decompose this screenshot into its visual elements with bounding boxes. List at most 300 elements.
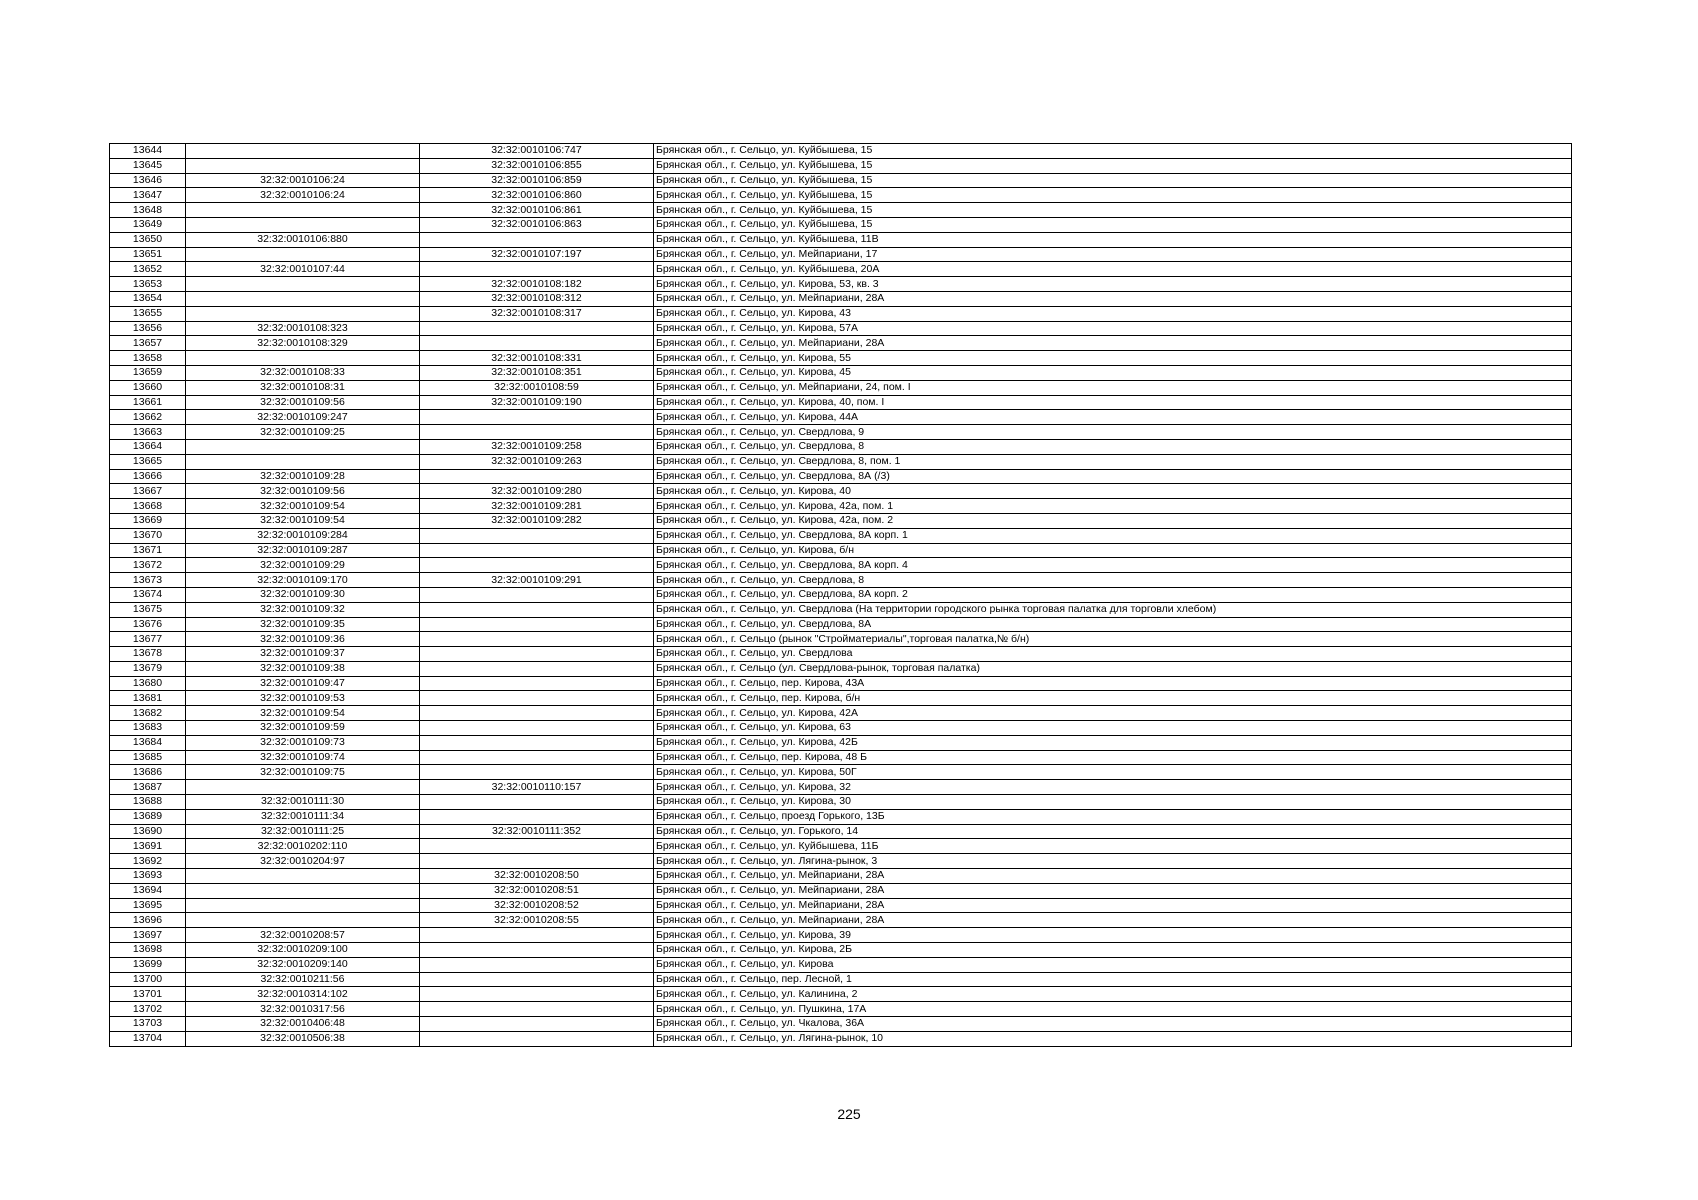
table-row bbox=[110, 987, 1572, 1002]
address-cell: Брянская обл., г. Сельцо, ул. Свердлова, 8 bbox=[654, 439, 1572, 454]
table-row bbox=[110, 144, 1572, 159]
row-number-cell: 13684 bbox=[110, 735, 186, 750]
row-number-cell: 13688 bbox=[110, 795, 186, 810]
table-row bbox=[110, 558, 1572, 573]
land-cadastral-number-cell bbox=[186, 351, 420, 366]
address-cell: Брянская обл., г. Сельцо, ул. Кирова, 55 bbox=[654, 351, 1572, 366]
object-cadastral-number-cell: 32:32:0010106:747 bbox=[420, 144, 654, 159]
row-number-cell: 13663 bbox=[110, 425, 186, 440]
address-cell: Брянская обл., г. Сельцо, ул. Кирова, 50Г bbox=[654, 765, 1572, 780]
address-cell: Брянская обл., г. Сельцо, ул. Лягина-рынок, 3 bbox=[654, 854, 1572, 869]
object-cadastral-number-cell bbox=[420, 232, 654, 247]
table-row bbox=[110, 262, 1572, 277]
address-cell: Брянская обл., г. Сельцо, ул. Кирова, 40 bbox=[654, 484, 1572, 499]
land-cadastral-number-cell: 32:32:0010108:31 bbox=[186, 380, 420, 395]
object-cadastral-number-cell: 32:32:0010106:859 bbox=[420, 173, 654, 188]
object-cadastral-number-cell bbox=[420, 691, 654, 706]
object-cadastral-number-cell bbox=[420, 706, 654, 721]
row-number-cell: 13655 bbox=[110, 306, 186, 321]
address-cell: Брянская обл., г. Сельцо, ул. Куйбышева, 15 bbox=[654, 217, 1572, 232]
address-cell: Брянская обл., г. Сельцо, ул. Кирова, 42А bbox=[654, 706, 1572, 721]
land-cadastral-number-cell: 32:32:0010109:287 bbox=[186, 543, 420, 558]
table-row bbox=[110, 706, 1572, 721]
page-number: 225 bbox=[837, 1106, 861, 1122]
object-cadastral-number-cell bbox=[420, 765, 654, 780]
row-number-cell: 13700 bbox=[110, 972, 186, 987]
table-row bbox=[110, 291, 1572, 306]
address-cell: Брянская обл., г. Сельцо, ул. Кирова, 63 bbox=[654, 721, 1572, 736]
table-row bbox=[110, 869, 1572, 884]
row-number-cell: 13701 bbox=[110, 987, 186, 1002]
land-cadastral-number-cell bbox=[186, 277, 420, 292]
land-cadastral-number-cell bbox=[186, 203, 420, 218]
address-cell: Брянская обл., г. Сельцо, ул. Свердлова (На территории городского рынка торговая палатка для торговли хлебом) bbox=[654, 602, 1572, 617]
address-cell: Брянская обл., г. Сельцо, ул. Свердлова, 8 bbox=[654, 573, 1572, 588]
object-cadastral-number-cell: 32:32:0010108:317 bbox=[420, 306, 654, 321]
address-cell: Брянская обл., г. Сельцо, ул. Кирова, 42Б bbox=[654, 735, 1572, 750]
address-cell: Брянская обл., г. Сельцо, ул. Мейпариани, 28А bbox=[654, 336, 1572, 351]
table-row bbox=[110, 883, 1572, 898]
object-cadastral-number-cell bbox=[420, 1002, 654, 1017]
object-cadastral-number-cell bbox=[420, 957, 654, 972]
object-cadastral-number-cell bbox=[420, 943, 654, 958]
table-row bbox=[110, 173, 1572, 188]
row-number-cell: 13649 bbox=[110, 217, 186, 232]
table-row bbox=[110, 365, 1572, 380]
row-number-cell: 13670 bbox=[110, 528, 186, 543]
land-cadastral-number-cell: 32:32:0010109:54 bbox=[186, 706, 420, 721]
object-cadastral-number-cell bbox=[420, 972, 654, 987]
land-cadastral-number-cell: 32:32:0010208:57 bbox=[186, 928, 420, 943]
row-number-cell: 13648 bbox=[110, 203, 186, 218]
row-number-cell: 13683 bbox=[110, 721, 186, 736]
address-cell: Брянская обл., г. Сельцо, ул. Кирова, б/н bbox=[654, 543, 1572, 558]
table-row bbox=[110, 425, 1572, 440]
object-cadastral-number-cell bbox=[420, 795, 654, 810]
row-number-cell: 13669 bbox=[110, 513, 186, 528]
table-row bbox=[110, 780, 1572, 795]
row-number-cell: 13660 bbox=[110, 380, 186, 395]
object-cadastral-number-cell: 32:32:0010108:312 bbox=[420, 291, 654, 306]
object-cadastral-number-cell: 32:32:0010108:351 bbox=[420, 365, 654, 380]
address-cell: Брянская обл., г. Сельцо, ул. Куйбышева, 11Б bbox=[654, 839, 1572, 854]
table-row bbox=[110, 587, 1572, 602]
land-cadastral-number-cell bbox=[186, 898, 420, 913]
row-number-cell: 13690 bbox=[110, 824, 186, 839]
table-row bbox=[110, 809, 1572, 824]
address-cell: Брянская обл., г. Сельцо, пер. Кирова, 43А bbox=[654, 676, 1572, 691]
row-number-cell: 13687 bbox=[110, 780, 186, 795]
object-cadastral-number-cell bbox=[420, 425, 654, 440]
address-cell: Брянская обл., г. Сельцо, ул. Мейпариани, 28А bbox=[654, 883, 1572, 898]
object-cadastral-number-cell bbox=[420, 528, 654, 543]
address-cell: Брянская обл., г. Сельцо, пер. Кирова, 48 Б bbox=[654, 750, 1572, 765]
address-cell: Брянская обл., г. Сельцо, ул. Мейпариани, 28А bbox=[654, 291, 1572, 306]
table-row bbox=[110, 972, 1572, 987]
row-number-cell: 13691 bbox=[110, 839, 186, 854]
land-cadastral-number-cell: 32:32:0010202:110 bbox=[186, 839, 420, 854]
object-cadastral-number-cell bbox=[420, 321, 654, 336]
object-cadastral-number-cell: 32:32:0010108:59 bbox=[420, 380, 654, 395]
address-cell: Брянская обл., г. Сельцо, ул. Куйбышева, 11В bbox=[654, 232, 1572, 247]
address-cell: Брянская обл., г. Сельцо, ул. Кирова, 43 bbox=[654, 306, 1572, 321]
land-cadastral-number-cell bbox=[186, 869, 420, 884]
address-cell: Брянская обл., г. Сельцо, ул. Свердлова, 8, пом. 1 bbox=[654, 454, 1572, 469]
land-cadastral-number-cell: 32:32:0010108:323 bbox=[186, 321, 420, 336]
table-row bbox=[110, 277, 1572, 292]
land-cadastral-number-cell: 32:32:0010204:97 bbox=[186, 854, 420, 869]
table-row bbox=[110, 499, 1572, 514]
table-row bbox=[110, 188, 1572, 203]
land-cadastral-number-cell: 32:32:0010111:34 bbox=[186, 809, 420, 824]
address-cell: Брянская обл., г. Сельцо, ул. Куйбышева, 15 bbox=[654, 188, 1572, 203]
row-number-cell: 13653 bbox=[110, 277, 186, 292]
land-cadastral-number-cell bbox=[186, 454, 420, 469]
row-number-cell: 13672 bbox=[110, 558, 186, 573]
object-cadastral-number-cell bbox=[420, 676, 654, 691]
object-cadastral-number-cell: 32:32:0010109:190 bbox=[420, 395, 654, 410]
row-number-cell: 13647 bbox=[110, 188, 186, 203]
object-cadastral-number-cell bbox=[420, 928, 654, 943]
table-row bbox=[110, 765, 1572, 780]
object-cadastral-number-cell: 32:32:0010106:860 bbox=[420, 188, 654, 203]
address-cell: Брянская обл., г. Сельцо (рынок "Стройматериалы",торговая палатка,№ б/н) bbox=[654, 632, 1572, 647]
table-row bbox=[110, 839, 1572, 854]
table-row bbox=[110, 676, 1572, 691]
land-cadastral-number-cell: 32:32:0010109:47 bbox=[186, 676, 420, 691]
object-cadastral-number-cell bbox=[420, 1017, 654, 1032]
address-cell: Брянская обл., г. Сельцо, ул. Кирова, 42а, пом. 1 bbox=[654, 499, 1572, 514]
land-cadastral-number-cell bbox=[186, 158, 420, 173]
table-row bbox=[110, 484, 1572, 499]
object-cadastral-number-cell bbox=[420, 602, 654, 617]
address-cell: Брянская обл., г. Сельцо, ул. Куйбышева, 15 bbox=[654, 173, 1572, 188]
table-row bbox=[110, 528, 1572, 543]
object-cadastral-number-cell bbox=[420, 632, 654, 647]
object-cadastral-number-cell: 32:32:0010109:280 bbox=[420, 484, 654, 499]
row-number-cell: 13680 bbox=[110, 676, 186, 691]
object-cadastral-number-cell: 32:32:0010107:197 bbox=[420, 247, 654, 262]
row-number-cell: 13650 bbox=[110, 232, 186, 247]
land-cadastral-number-cell: 32:32:0010109:36 bbox=[186, 632, 420, 647]
address-cell: Брянская обл., г. Сельцо, ул. Мейпариани, 24, пом. I bbox=[654, 380, 1572, 395]
address-cell: Брянская обл., г. Сельцо, ул. Кирова, 32 bbox=[654, 780, 1572, 795]
table-row bbox=[110, 232, 1572, 247]
row-number-cell: 13646 bbox=[110, 173, 186, 188]
object-cadastral-number-cell bbox=[420, 647, 654, 662]
land-cadastral-number-cell: 32:32:0010109:56 bbox=[186, 395, 420, 410]
row-number-cell: 13664 bbox=[110, 439, 186, 454]
land-cadastral-number-cell: 32:32:0010109:32 bbox=[186, 602, 420, 617]
table-row bbox=[110, 735, 1572, 750]
object-cadastral-number-cell bbox=[420, 543, 654, 558]
table-row bbox=[110, 750, 1572, 765]
table-row bbox=[110, 898, 1572, 913]
object-cadastral-number-cell: 32:32:0010108:331 bbox=[420, 351, 654, 366]
object-cadastral-number-cell bbox=[420, 262, 654, 277]
land-cadastral-number-cell: 32:32:0010317:56 bbox=[186, 1002, 420, 1017]
object-cadastral-number-cell bbox=[420, 617, 654, 632]
land-cadastral-number-cell: 32:32:0010506:38 bbox=[186, 1031, 420, 1046]
land-cadastral-number-cell: 32:32:0010209:140 bbox=[186, 957, 420, 972]
address-cell: Брянская обл., г. Сельцо, ул. Кирова, 30 bbox=[654, 795, 1572, 810]
table-row bbox=[110, 158, 1572, 173]
land-cadastral-number-cell bbox=[186, 247, 420, 262]
row-number-cell: 13657 bbox=[110, 336, 186, 351]
row-number-cell: 13697 bbox=[110, 928, 186, 943]
land-cadastral-number-cell bbox=[186, 439, 420, 454]
land-cadastral-number-cell: 32:32:0010109:59 bbox=[186, 721, 420, 736]
object-cadastral-number-cell: 32:32:0010106:863 bbox=[420, 217, 654, 232]
land-cadastral-number-cell: 32:32:0010109:170 bbox=[186, 573, 420, 588]
row-number-cell: 13656 bbox=[110, 321, 186, 336]
address-cell: Брянская обл., г. Сельцо, ул. Чкалова, 36А bbox=[654, 1017, 1572, 1032]
address-cell: Брянская обл., г. Сельцо, ул. Мейпариани, 17 bbox=[654, 247, 1572, 262]
table-row bbox=[110, 661, 1572, 676]
address-cell: Брянская обл., г. Сельцо, ул. Куйбышева, 15 bbox=[654, 144, 1572, 159]
row-number-cell: 13692 bbox=[110, 854, 186, 869]
address-cell: Брянская обл., г. Сельцо, проезд Горького, 13Б bbox=[654, 809, 1572, 824]
table-row bbox=[110, 336, 1572, 351]
row-number-cell: 13699 bbox=[110, 957, 186, 972]
row-number-cell: 13685 bbox=[110, 750, 186, 765]
row-number-cell: 13704 bbox=[110, 1031, 186, 1046]
address-cell: Брянская обл., г. Сельцо, ул. Свердлова bbox=[654, 647, 1572, 662]
address-cell: Брянская обл., г. Сельцо, ул. Пушкина, 17А bbox=[654, 1002, 1572, 1017]
land-cadastral-number-cell bbox=[186, 306, 420, 321]
address-cell: Брянская обл., г. Сельцо, ул. Кирова, 40, пом. I bbox=[654, 395, 1572, 410]
table-row bbox=[110, 795, 1572, 810]
row-number-cell: 13665 bbox=[110, 454, 186, 469]
object-cadastral-number-cell: 32:32:0010109:258 bbox=[420, 439, 654, 454]
land-cadastral-number-cell bbox=[186, 291, 420, 306]
row-number-cell: 13675 bbox=[110, 602, 186, 617]
address-cell: Брянская обл., г. Сельцо, ул. Мейпариани, 28А bbox=[654, 913, 1572, 928]
table-row bbox=[110, 1002, 1572, 1017]
land-cadastral-number-cell: 32:32:0010109:247 bbox=[186, 410, 420, 425]
address-cell: Брянская обл., г. Сельцо (ул. Свердлова-рынок, торговая палатка) bbox=[654, 661, 1572, 676]
address-cell: Брянская обл., г. Сельцо, ул. Кирова, 45 bbox=[654, 365, 1572, 380]
address-cell: Брянская обл., г. Сельцо, ул. Лягина-рынок, 10 bbox=[654, 1031, 1572, 1046]
row-number-cell: 13673 bbox=[110, 573, 186, 588]
row-number-cell: 13674 bbox=[110, 587, 186, 602]
address-cell: Брянская обл., г. Сельцо, ул. Куйбышева, 15 bbox=[654, 158, 1572, 173]
land-cadastral-number-cell: 32:32:0010109:30 bbox=[186, 587, 420, 602]
object-cadastral-number-cell: 32:32:0010108:182 bbox=[420, 277, 654, 292]
object-cadastral-number-cell bbox=[420, 854, 654, 869]
land-cadastral-number-cell: 32:32:0010107:44 bbox=[186, 262, 420, 277]
land-cadastral-number-cell bbox=[186, 883, 420, 898]
table-row bbox=[110, 928, 1572, 943]
address-cell: Брянская обл., г. Сельцо, ул. Куйбышева, 15 bbox=[654, 203, 1572, 218]
land-cadastral-number-cell: 32:32:0010106:24 bbox=[186, 173, 420, 188]
table-row bbox=[110, 454, 1572, 469]
object-cadastral-number-cell: 32:32:0010208:51 bbox=[420, 883, 654, 898]
address-cell: Брянская обл., г. Сельцо, ул. Куйбышева, 20А bbox=[654, 262, 1572, 277]
row-number-cell: 13679 bbox=[110, 661, 186, 676]
object-cadastral-number-cell: 32:32:0010208:52 bbox=[420, 898, 654, 913]
land-cadastral-number-cell: 32:32:0010109:37 bbox=[186, 647, 420, 662]
row-number-cell: 13662 bbox=[110, 410, 186, 425]
row-number-cell: 13645 bbox=[110, 158, 186, 173]
row-number-cell: 13644 bbox=[110, 144, 186, 159]
table-row bbox=[110, 217, 1572, 232]
land-cadastral-number-cell: 32:32:0010109:54 bbox=[186, 513, 420, 528]
row-number-cell: 13694 bbox=[110, 883, 186, 898]
table-row bbox=[110, 410, 1572, 425]
address-cell: Брянская обл., г. Сельцо, ул. Мейпариани, 28А bbox=[654, 869, 1572, 884]
object-cadastral-number-cell bbox=[420, 469, 654, 484]
object-cadastral-number-cell bbox=[420, 809, 654, 824]
land-cadastral-number-cell bbox=[186, 913, 420, 928]
table-row bbox=[110, 321, 1572, 336]
object-cadastral-number-cell: 32:32:0010109:263 bbox=[420, 454, 654, 469]
property-table-body bbox=[110, 144, 1572, 1047]
object-cadastral-number-cell bbox=[420, 661, 654, 676]
row-number-cell: 13693 bbox=[110, 869, 186, 884]
land-cadastral-number-cell: 32:32:0010211:56 bbox=[186, 972, 420, 987]
land-cadastral-number-cell: 32:32:0010108:329 bbox=[186, 336, 420, 351]
object-cadastral-number-cell bbox=[420, 839, 654, 854]
object-cadastral-number-cell bbox=[420, 987, 654, 1002]
row-number-cell: 13682 bbox=[110, 706, 186, 721]
row-number-cell: 13698 bbox=[110, 943, 186, 958]
table-row bbox=[110, 351, 1572, 366]
object-cadastral-number-cell: 32:32:0010109:281 bbox=[420, 499, 654, 514]
land-cadastral-number-cell bbox=[186, 144, 420, 159]
object-cadastral-number-cell: 32:32:0010109:282 bbox=[420, 513, 654, 528]
land-cadastral-number-cell: 32:32:0010111:30 bbox=[186, 795, 420, 810]
land-cadastral-number-cell: 32:32:0010406:48 bbox=[186, 1017, 420, 1032]
table-row bbox=[110, 306, 1572, 321]
table-row bbox=[110, 957, 1572, 972]
row-number-cell: 13654 bbox=[110, 291, 186, 306]
row-number-cell: 13696 bbox=[110, 913, 186, 928]
land-cadastral-number-cell: 32:32:0010314:102 bbox=[186, 987, 420, 1002]
address-cell: Брянская обл., г. Сельцо, ул. Кирова, 53, кв. 3 bbox=[654, 277, 1572, 292]
land-cadastral-number-cell: 32:32:0010109:74 bbox=[186, 750, 420, 765]
table-row bbox=[110, 824, 1572, 839]
address-cell: Брянская обл., г. Сельцо, пер. Лесной, 1 bbox=[654, 972, 1572, 987]
object-cadastral-number-cell: 32:32:0010106:855 bbox=[420, 158, 654, 173]
table-row bbox=[110, 439, 1572, 454]
row-number-cell: 13651 bbox=[110, 247, 186, 262]
object-cadastral-number-cell bbox=[420, 558, 654, 573]
table-row bbox=[110, 247, 1572, 262]
address-cell: Брянская обл., г. Сельцо, ул. Калинина, 2 bbox=[654, 987, 1572, 1002]
object-cadastral-number-cell bbox=[420, 410, 654, 425]
table-row bbox=[110, 543, 1572, 558]
address-cell: Брянская обл., г. Сельцо, ул. Свердлова, 8А корп. 2 bbox=[654, 587, 1572, 602]
land-cadastral-number-cell: 32:32:0010109:75 bbox=[186, 765, 420, 780]
address-cell: Брянская обл., г. Сельцо, ул. Кирова, 39 bbox=[654, 928, 1572, 943]
object-cadastral-number-cell: 32:32:0010110:157 bbox=[420, 780, 654, 795]
land-cadastral-number-cell: 32:32:0010109:35 bbox=[186, 617, 420, 632]
address-cell: Брянская обл., г. Сельцо, ул. Свердлова, 8А bbox=[654, 617, 1572, 632]
table-row bbox=[110, 647, 1572, 662]
address-cell: Брянская обл., г. Сельцо, ул. Мейпариани, 28А bbox=[654, 898, 1572, 913]
address-cell: Брянская обл., г. Сельцо, ул. Горького, 14 bbox=[654, 824, 1572, 839]
object-cadastral-number-cell bbox=[420, 750, 654, 765]
table-row bbox=[110, 513, 1572, 528]
address-cell: Брянская обл., г. Сельцо, пер. Кирова, б/н bbox=[654, 691, 1572, 706]
land-cadastral-number-cell: 32:32:0010109:28 bbox=[186, 469, 420, 484]
object-cadastral-number-cell: 32:32:0010208:55 bbox=[420, 913, 654, 928]
land-cadastral-number-cell: 32:32:0010109:54 bbox=[186, 499, 420, 514]
table-row bbox=[110, 395, 1572, 410]
table-row bbox=[110, 913, 1572, 928]
row-number-cell: 13676 bbox=[110, 617, 186, 632]
land-cadastral-number-cell: 32:32:0010109:284 bbox=[186, 528, 420, 543]
table-row bbox=[110, 573, 1572, 588]
property-table bbox=[109, 143, 1572, 1047]
row-number-cell: 13661 bbox=[110, 395, 186, 410]
row-number-cell: 13678 bbox=[110, 647, 186, 662]
address-cell: Брянская обл., г. Сельцо, ул. Свердлова, 8А корп. 1 bbox=[654, 528, 1572, 543]
address-cell: Брянская обл., г. Сельцо, ул. Кирова bbox=[654, 957, 1572, 972]
land-cadastral-number-cell: 32:32:0010209:100 bbox=[186, 943, 420, 958]
row-number-cell: 13677 bbox=[110, 632, 186, 647]
table-row bbox=[110, 617, 1572, 632]
object-cadastral-number-cell: 32:32:0010111:352 bbox=[420, 824, 654, 839]
object-cadastral-number-cell: 32:32:0010208:50 bbox=[420, 869, 654, 884]
address-cell: Брянская обл., г. Сельцо, ул. Свердлова, 9 bbox=[654, 425, 1572, 440]
land-cadastral-number-cell: 32:32:0010109:25 bbox=[186, 425, 420, 440]
object-cadastral-number-cell bbox=[420, 735, 654, 750]
land-cadastral-number-cell: 32:32:0010109:53 bbox=[186, 691, 420, 706]
object-cadastral-number-cell bbox=[420, 336, 654, 351]
object-cadastral-number-cell: 32:32:0010106:861 bbox=[420, 203, 654, 218]
table-row bbox=[110, 691, 1572, 706]
address-cell: Брянская обл., г. Сельцо, ул. Кирова, 42а, пом. 2 bbox=[654, 513, 1572, 528]
object-cadastral-number-cell bbox=[420, 587, 654, 602]
table-row bbox=[110, 1031, 1572, 1046]
land-cadastral-number-cell: 32:32:0010106:24 bbox=[186, 188, 420, 203]
land-cadastral-number-cell: 32:32:0010109:38 bbox=[186, 661, 420, 676]
land-cadastral-number-cell: 32:32:0010109:56 bbox=[186, 484, 420, 499]
row-number-cell: 13695 bbox=[110, 898, 186, 913]
address-cell: Брянская обл., г. Сельцо, ул. Свердлова, 8А корп. 4 bbox=[654, 558, 1572, 573]
object-cadastral-number-cell bbox=[420, 1031, 654, 1046]
row-number-cell: 13681 bbox=[110, 691, 186, 706]
table-row bbox=[110, 632, 1572, 647]
land-cadastral-number-cell bbox=[186, 780, 420, 795]
object-cadastral-number-cell: 32:32:0010109:291 bbox=[420, 573, 654, 588]
row-number-cell: 13703 bbox=[110, 1017, 186, 1032]
address-cell: Брянская обл., г. Сельцо, ул. Кирова, 44А bbox=[654, 410, 1572, 425]
table-row bbox=[110, 602, 1572, 617]
row-number-cell: 13667 bbox=[110, 484, 186, 499]
table-row bbox=[110, 380, 1572, 395]
object-cadastral-number-cell bbox=[420, 721, 654, 736]
address-cell: Брянская обл., г. Сельцо, ул. Свердлова, 8А (/3) bbox=[654, 469, 1572, 484]
row-number-cell: 13668 bbox=[110, 499, 186, 514]
row-number-cell: 13659 bbox=[110, 365, 186, 380]
row-number-cell: 13689 bbox=[110, 809, 186, 824]
row-number-cell: 13652 bbox=[110, 262, 186, 277]
address-cell: Брянская обл., г. Сельцо, ул. Кирова, 57А bbox=[654, 321, 1572, 336]
table-row bbox=[110, 943, 1572, 958]
land-cadastral-number-cell: 32:32:0010106:880 bbox=[186, 232, 420, 247]
land-cadastral-number-cell: 32:32:0010111:25 bbox=[186, 824, 420, 839]
row-number-cell: 13666 bbox=[110, 469, 186, 484]
address-cell: Брянская обл., г. Сельцо, ул. Кирова, 2Б bbox=[654, 943, 1572, 958]
row-number-cell: 13702 bbox=[110, 1002, 186, 1017]
land-cadastral-number-cell bbox=[186, 217, 420, 232]
table-row bbox=[110, 854, 1572, 869]
land-cadastral-number-cell: 32:32:0010109:73 bbox=[186, 735, 420, 750]
table-row bbox=[110, 203, 1572, 218]
